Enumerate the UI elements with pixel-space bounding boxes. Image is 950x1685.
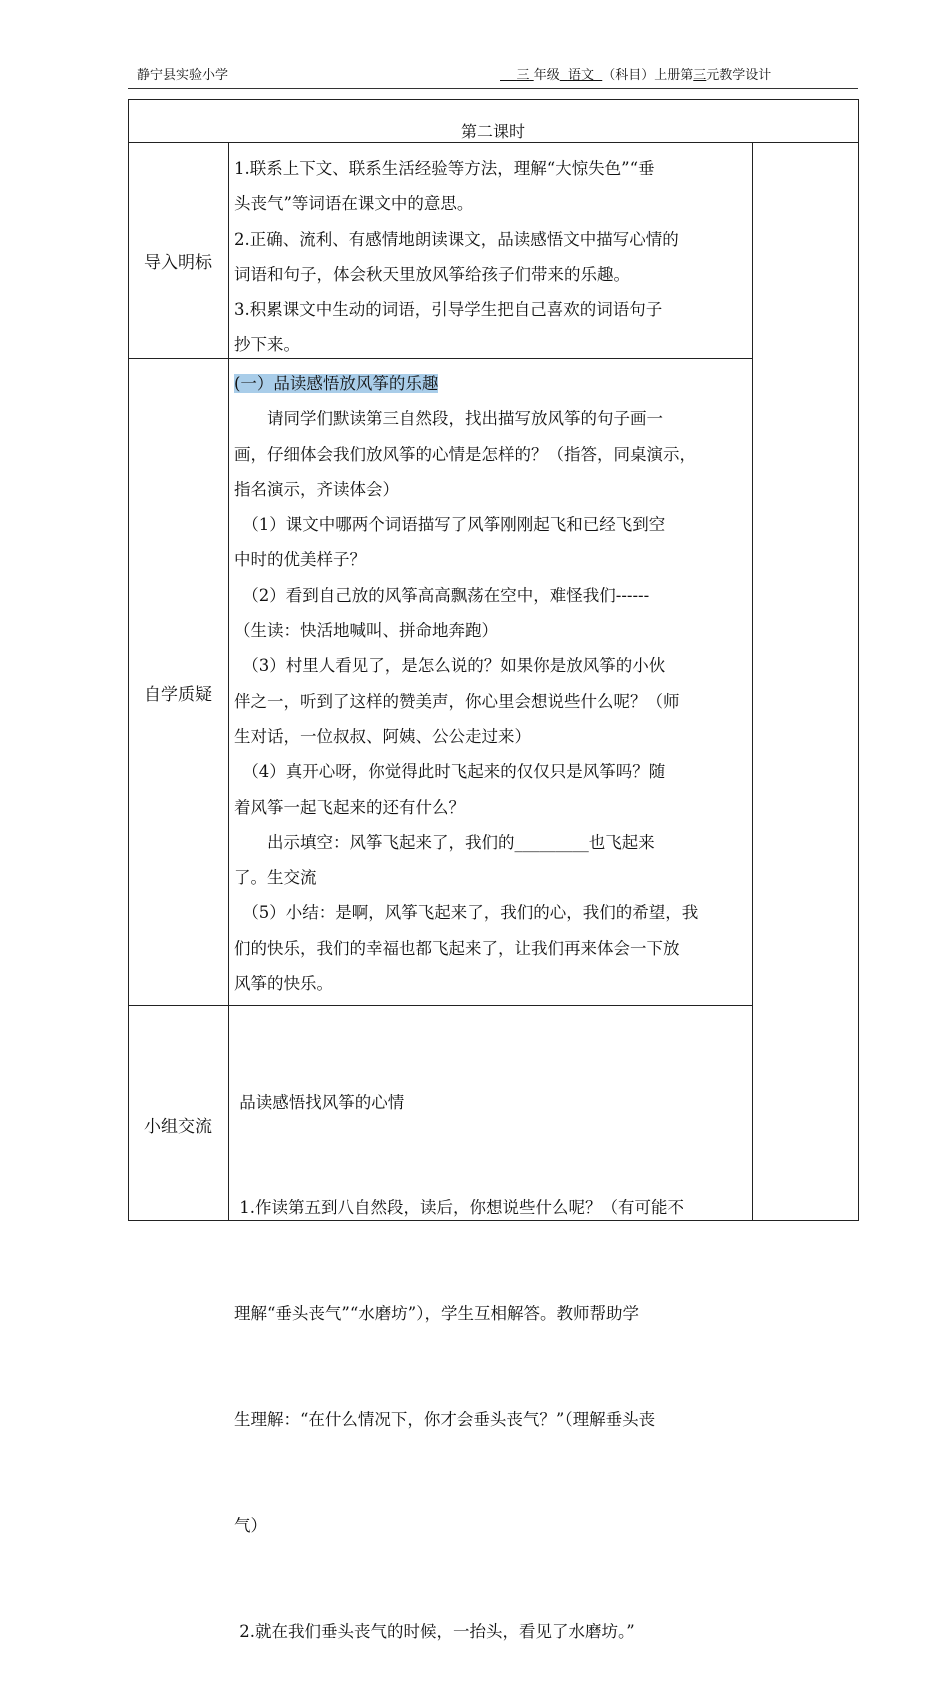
group-line: 生理解：“在什么情况下，你才会垂头丧气？”（理解垂头丧: [234, 1410, 656, 1430]
selfstudy-line: （3）村里人看见了，是怎么说的？如果你是放风筝的小伙: [234, 656, 666, 676]
selfstudy-row-bottom: [128, 1005, 753, 1006]
intro-line: 1.联系上下文、联系生活经验等方法，理解“大惊失色”“垂: [234, 159, 655, 178]
selfstudy-line: 风筝的快乐。: [234, 974, 333, 994]
intro-line: 头丧气”等词语在课文中的意思。: [234, 194, 474, 214]
selfstudy-line: 伴之一，听到了这样的赞美声，你心里会想说些什么呢？（师: [234, 691, 680, 711]
selfstudy-line: 着风筝一起飞起来的还有什么？: [234, 797, 465, 817]
intro-content: [234, 151, 746, 363]
grade-value: 三: [516, 68, 530, 83]
intro-line: 抄下来。: [234, 335, 300, 355]
selfstudy-line: 生对话，一位叔叔、阿姨、公公走过来）: [234, 726, 531, 746]
intro-line: 2.正确、流利、有感情地朗读课文，品读感悟文中描写心情的: [234, 229, 679, 249]
unit-suffix: 元教学设计: [706, 68, 772, 83]
table-border-right: [858, 99, 859, 1221]
selfstudy-label: 自学质疑: [144, 685, 212, 705]
intro-line: 3.积累课文中生动的词语，引导学生把自己喜欢的词语句子: [234, 300, 663, 320]
selfstudy-line: 中时的优美样子？: [234, 550, 366, 570]
group-line: 2.就在我们垂头丧气的时候，一抬头，看见了水磨坊。”: [234, 1622, 635, 1642]
table-border-top: [128, 99, 859, 100]
course-info: [500, 64, 771, 83]
lesson-title: 第二课时: [460, 122, 525, 141]
selfstudy-line: 了。生交流: [234, 868, 317, 888]
header-divider: [128, 88, 858, 89]
selfstudy-line: （1）课文中哪两个词语描写了风筝刚刚起飞和已经飞到空: [234, 515, 666, 535]
selfstudy-line: （5）小结：是啊，风筝飞起来了，我们的心，我们的希望，我: [234, 903, 699, 923]
group-line: 气）: [234, 1516, 267, 1536]
selfstudy-line: （4）真开心呀，你觉得此时飞起来的仅仅只是风筝吗？随: [234, 762, 666, 782]
group-line: 1.作读第五到八自然段，读后，你想说些什么呢？（有可能不: [234, 1198, 684, 1218]
selfstudy-line: （2）看到自己放的风筝高高飘荡在空中，难怪我们------: [234, 585, 650, 605]
school-name: 静宁县实验小学: [137, 68, 229, 83]
selfstudy-content: [234, 366, 746, 1001]
selfstudy-line: 请同学们默读第三自然段，找出描写放风筝的句子画一: [234, 409, 663, 429]
selfstudy-heading: [234, 366, 746, 401]
unit-value: 三: [693, 68, 707, 83]
selfstudy-line: 出示填空：风筝飞起来了，我们的_________也飞起来: [234, 832, 655, 852]
selfstudy-line: 画，仔细体会我们放风筝的心情是怎样的？（指答，同桌演示，: [234, 444, 696, 464]
group-content: [234, 1014, 746, 1685]
selfstudy-line: 们的快乐，我们的幸福也都飞起来了，让我们再来体会一下放: [234, 938, 680, 958]
group-line: 理解“垂头丧气”“水磨坊”），学生互相解答。教师帮助学: [234, 1304, 639, 1324]
label-column-divider: [228, 142, 229, 1221]
group-line: 品读感悟找风筝的心情: [234, 1092, 405, 1112]
selfstudy-line: （生读：快活地喊叫、拼命地奔跑）: [234, 621, 498, 641]
intro-line: 词语和句子，体会秋天里放风筝给孩子们带来的乐趣。: [234, 264, 630, 284]
subject-suffix: （科目）上册第: [602, 68, 694, 83]
grade-suffix: 年级: [533, 68, 560, 83]
subject-value: 语文: [567, 68, 594, 83]
intro-label: 导入明标: [144, 253, 212, 273]
notes-column-divider: [752, 142, 753, 1221]
group-label: 小组交流: [144, 1117, 212, 1137]
selfstudy-heading-highlight: (一）品读感悟放风筝的乐趣: [234, 374, 439, 393]
title-row-bottom: [128, 142, 859, 143]
selfstudy-line: 指名演示，齐读体会）: [234, 479, 399, 499]
